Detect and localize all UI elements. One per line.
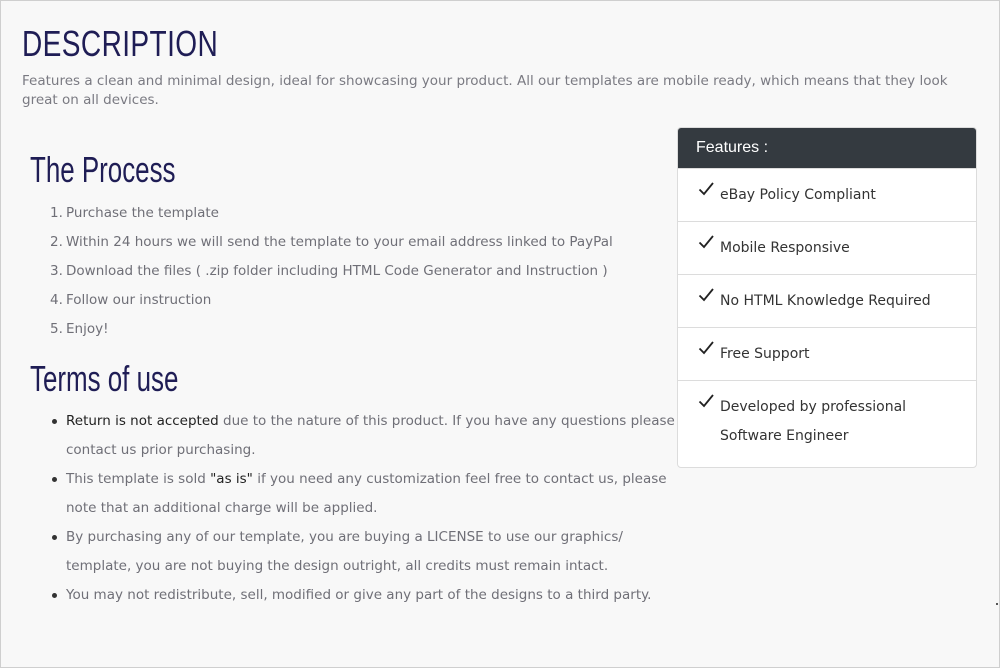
feature-item bbox=[678, 274, 976, 327]
check-icon bbox=[698, 393, 714, 409]
terms-text: You may not redistribute, sell, modified or give any part of the designs to a third party. bbox=[66, 587, 652, 603]
terms-text: if you need any customization feel free to contact us, please note that an additional charge will be applied. bbox=[66, 471, 667, 516]
terms-heading: Terms of use bbox=[30, 358, 179, 399]
process-step: 5. Enjoy! bbox=[50, 321, 109, 337]
scroll-marker bbox=[996, 603, 998, 605]
terms-emphasis: Return is not accepted bbox=[66, 413, 219, 429]
description-heading: DESCRIPTION bbox=[22, 23, 219, 64]
process-step: 3. Download the files ( .zip folder including HTML Code Generator and Instruction ) bbox=[50, 263, 608, 279]
check-icon bbox=[698, 181, 714, 197]
terms-emphasis: "as is" bbox=[210, 471, 253, 487]
process-step: 2. Within 24 hours we will send the template to your email address linked to PayPal bbox=[50, 234, 613, 250]
feature-label: Developed by professional Software Engineer bbox=[720, 399, 907, 444]
step-text: Download the files ( .zip folder including HTML Code Generator and Instruction ) bbox=[66, 263, 608, 279]
feature-label: No HTML Knowledge Required bbox=[720, 293, 931, 309]
terms-item bbox=[66, 465, 681, 523]
terms-item bbox=[66, 407, 681, 465]
process-list bbox=[30, 199, 613, 344]
step-text: Purchase the template bbox=[66, 205, 219, 221]
check-icon bbox=[698, 234, 714, 250]
check-icon bbox=[698, 340, 714, 356]
feature-item bbox=[678, 327, 976, 380]
step-text: Enjoy! bbox=[66, 321, 109, 337]
step-text: Within 24 hours we will send the template to your email address linked to PayPal bbox=[66, 234, 613, 250]
terms-text: due to the nature of this product. If you have any questions please contact us prior purchasing. bbox=[66, 413, 675, 458]
process-step: 4. Follow our instruction bbox=[50, 292, 212, 308]
feature-item bbox=[678, 221, 976, 274]
description-text: Features a clean and minimal design, ideal for showcasing your product. All our templates are mobile ready, which means that they look great on all devices. bbox=[22, 73, 948, 108]
step-text: Follow our instruction bbox=[66, 292, 212, 308]
feature-label: Free Support bbox=[720, 346, 810, 362]
feature-item bbox=[678, 380, 976, 462]
terms-item bbox=[66, 523, 681, 581]
features-header: Features : bbox=[678, 128, 976, 168]
process-step: 1. Purchase the template bbox=[50, 205, 219, 221]
terms-item bbox=[66, 581, 681, 610]
features-card bbox=[677, 127, 977, 468]
feature-label: Mobile Responsive bbox=[720, 240, 850, 256]
process-heading: The Process bbox=[30, 149, 176, 190]
check-icon bbox=[698, 287, 714, 303]
terms-text: This template is sold bbox=[66, 471, 211, 487]
feature-label: eBay Policy Compliant bbox=[720, 187, 876, 203]
terms-text: By purchasing any of our template, you are buying a LICENSE to use our graphics/ template, you are not buying the design outright, all credits must remain intact. bbox=[66, 529, 623, 574]
feature-item bbox=[678, 168, 976, 221]
terms-list bbox=[30, 407, 681, 610]
